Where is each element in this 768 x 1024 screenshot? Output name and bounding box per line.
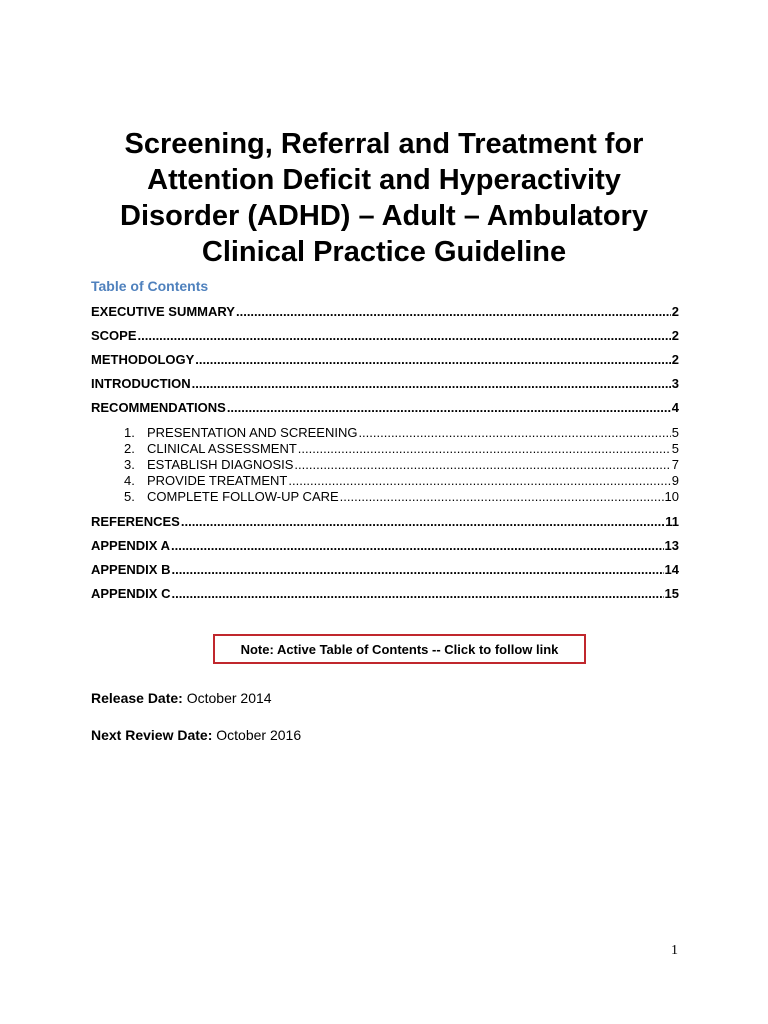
toc-leader — [236, 304, 671, 320]
toc-page: 13 — [664, 538, 679, 553]
toc-link-scope[interactable] — [91, 328, 679, 344]
title-line: Attention Deficit and Hyperactivity — [147, 164, 621, 196]
title-line: Clinical Practice Guideline — [201, 236, 567, 268]
toc-link-clinical-assessment[interactable] — [124, 441, 679, 457]
toc-leader — [298, 441, 671, 457]
toc-label: METHODOLOGY — [91, 352, 195, 367]
toc-page: 5 — [671, 441, 679, 456]
toc-link-appendix-a[interactable] — [91, 538, 679, 554]
toc-page: 3 — [671, 376, 679, 391]
active-toc-note: Note: Active Table of Contents -- Click to follow link — [213, 634, 586, 664]
toc-label: APPENDIX A — [91, 538, 170, 553]
toc-label: RECOMMENDATIONS — [91, 400, 226, 415]
toc-page: 15 — [664, 586, 679, 601]
toc-link-appendix-b[interactable] — [91, 562, 679, 578]
toc-page: 4 — [671, 400, 679, 415]
toc-leader — [181, 514, 664, 530]
title-line: Disorder (ADHD) – Adult – Ambulatory — [120, 200, 648, 232]
toc-link-appendix-c[interactable] — [91, 586, 679, 602]
toc-label: PRESENTATION AND SCREENING — [147, 425, 358, 440]
release-date — [91, 690, 272, 706]
next-review-date-label: Next Review Date: — [91, 727, 213, 743]
toc-label: INTRODUCTION — [91, 376, 191, 391]
title-line: Screening, Referral and Treatment for — [124, 128, 644, 160]
toc-label: ESTABLISH DIAGNOSIS — [147, 457, 294, 472]
toc-link-recommendations[interactable] — [91, 400, 679, 416]
toc-label: REFERENCES — [91, 514, 180, 529]
toc-page: 2 — [671, 352, 679, 367]
toc-leader — [294, 457, 670, 473]
toc-link-establish-diagnosis[interactable] — [124, 457, 679, 473]
toc-link-introduction[interactable] — [91, 376, 679, 392]
document-title — [60, 126, 708, 270]
toc-label: CLINICAL ASSESSMENT — [147, 441, 297, 456]
toc-leader — [171, 538, 664, 554]
toc-leader — [340, 489, 664, 505]
toc-page: 11 — [665, 514, 679, 529]
release-date-label: Release Date: — [91, 690, 183, 706]
toc-label: APPENDIX C — [91, 586, 171, 601]
next-review-date-value: October 2016 — [216, 727, 302, 743]
toc-page: 9 — [671, 473, 679, 488]
toc-link-provide-treatment[interactable] — [124, 473, 679, 489]
toc-leader — [171, 562, 663, 578]
release-date-value: October 2014 — [186, 690, 272, 706]
toc-number: 1. — [124, 425, 135, 440]
toc-label: EXECUTIVE SUMMARY — [91, 304, 235, 319]
toc-heading: Table of Contents — [91, 278, 209, 294]
toc-label: SCOPE — [91, 328, 137, 343]
toc-leader — [195, 352, 670, 368]
toc-page: 14 — [664, 562, 679, 577]
toc-link-references[interactable] — [91, 514, 679, 530]
toc-page: 10 — [664, 489, 679, 504]
toc-label: PROVIDE TREATMENT — [147, 473, 288, 488]
toc-number: 2. — [124, 441, 135, 456]
toc-label: APPENDIX B — [91, 562, 171, 577]
toc-page: 7 — [671, 457, 679, 472]
toc-page: 5 — [671, 425, 679, 440]
toc-page: 2 — [671, 304, 679, 319]
toc-leader — [358, 425, 670, 441]
toc-leader — [171, 586, 663, 602]
toc-number: 3. — [124, 457, 135, 472]
toc-leader — [227, 400, 671, 416]
toc-link-methodology[interactable] — [91, 352, 679, 368]
toc-leader — [138, 328, 671, 344]
toc-label: COMPLETE FOLLOW-UP CARE — [147, 489, 339, 504]
toc-page: 2 — [671, 328, 679, 343]
toc-number: 4. — [124, 473, 135, 488]
toc-link-presentation-and-screening[interactable] — [124, 425, 679, 441]
toc-link-complete-follow-up-care[interactable] — [124, 489, 679, 505]
page-number: 1 — [671, 943, 678, 958]
next-review-date — [91, 727, 301, 743]
toc-link-executive-summary[interactable] — [91, 304, 679, 320]
toc-number: 5. — [124, 489, 135, 504]
toc-leader — [288, 473, 670, 489]
toc-leader — [192, 376, 671, 392]
